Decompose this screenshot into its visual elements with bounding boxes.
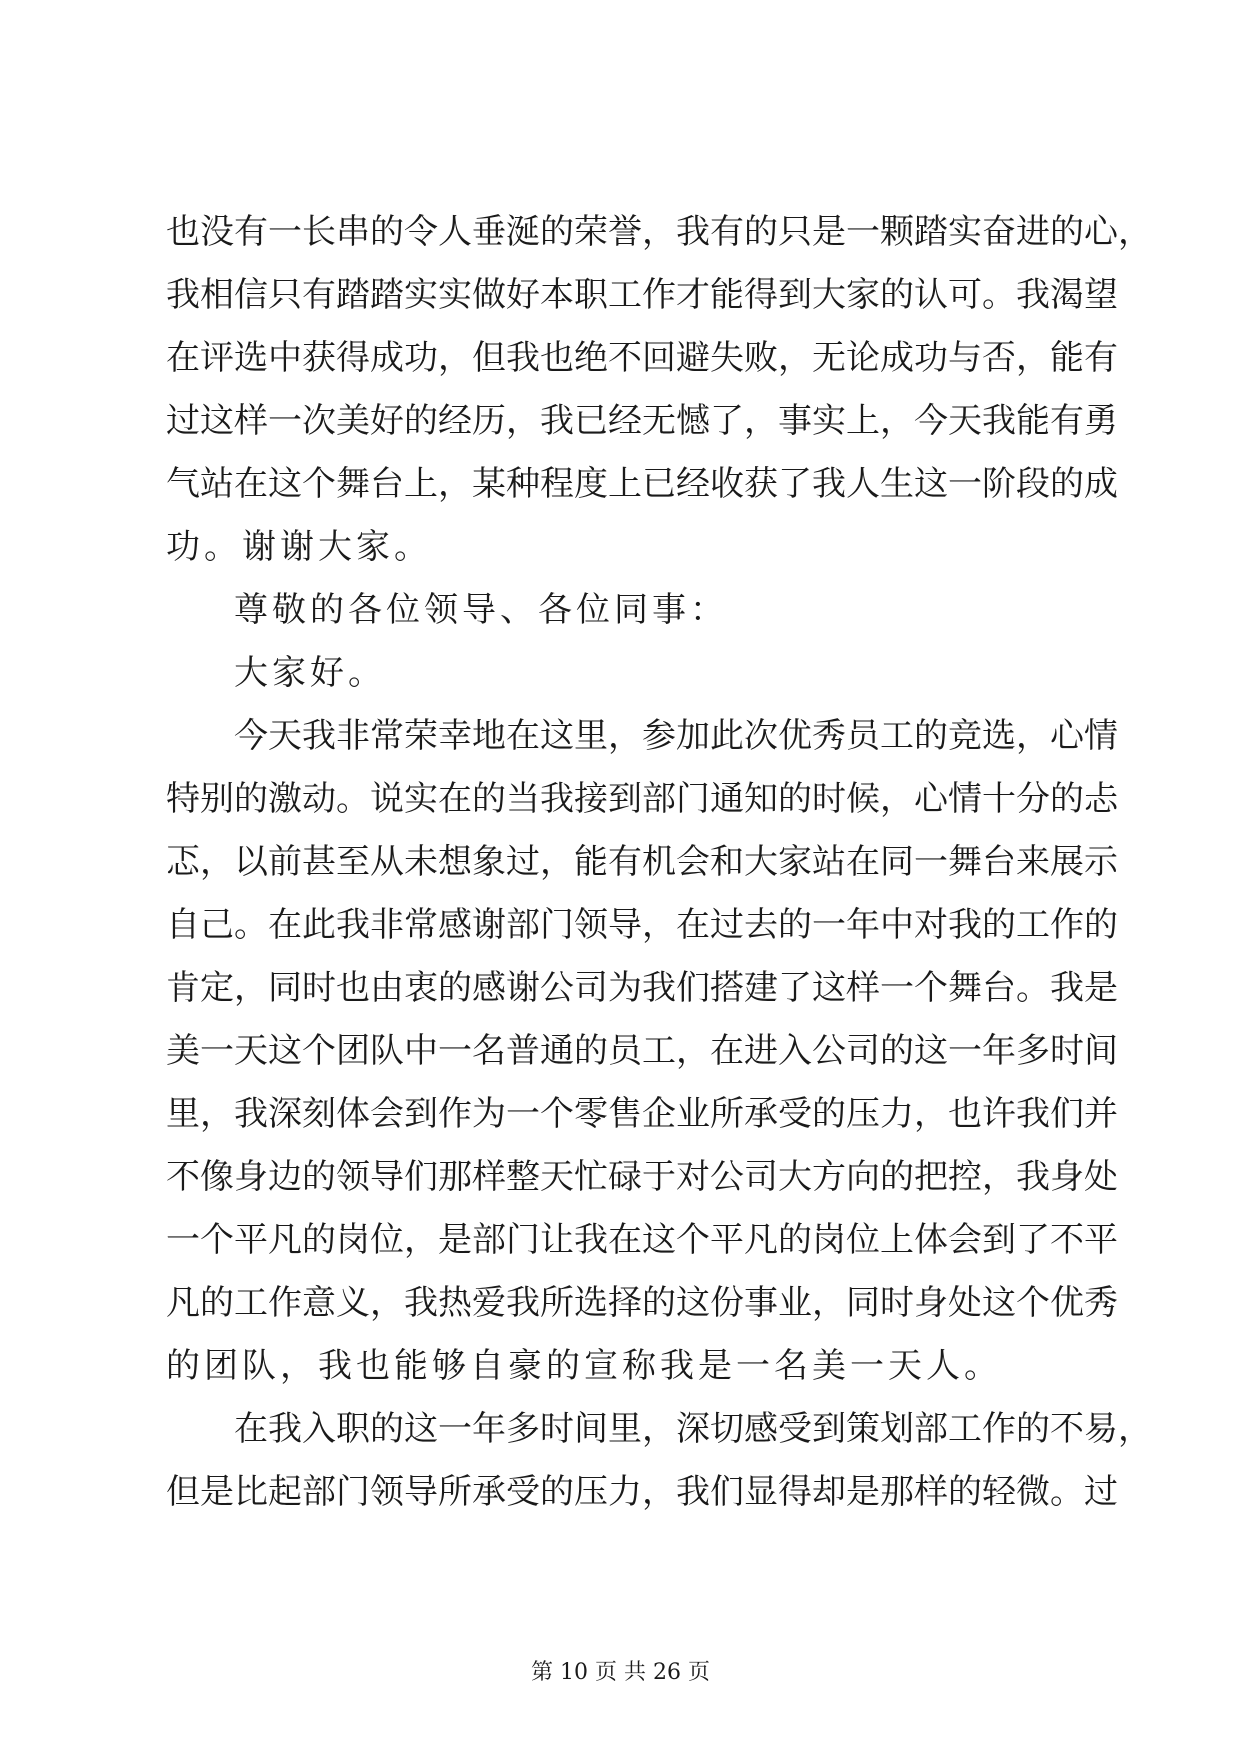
salutation-line: 尊敬的各位领导、各位同事： <box>234 590 728 630</box>
text-line-3: 在评选中获得成功，但我也绝不回避失败，无论成功与否，能有 <box>166 338 1118 378</box>
text-line-16: 不像身边的领导们那样整天忙碌于对公司大方向的把控，我身处 <box>166 1157 1118 1197</box>
text-line-4: 过这样一次美好的经历，我已经无憾了，事实上，今天我能有勇 <box>166 401 1118 441</box>
page-number-footer: 第 10 页 共 26 页 <box>531 1660 710 1685</box>
text-line-20: 在我入职的这一年多时间里，深切感受到策划部工作的不易， <box>234 1409 1152 1449</box>
text-line-1: 也没有一长串的令人垂涎的荣誉，我有的只是一颗踏实奋进的心， <box>166 212 1152 252</box>
text-line-11: 忑，以前甚至从未想象过，能有机会和大家站在同一舞台来展示 <box>166 842 1118 882</box>
text-line-12: 自己。在此我非常感谢部门领导，在过去的一年中对我的工作的 <box>166 905 1118 945</box>
text-line-15: 里，我深刻体会到作为一个零售企业所承受的压力，也许我们并 <box>166 1094 1118 1134</box>
text-line-13: 肯定，同时也由衷的感谢公司为我们搭建了这样一个舞台。我是 <box>166 968 1118 1008</box>
text-line-6: 功。谢谢大家。 <box>166 527 432 567</box>
text-line-5: 气站在这个舞台上，某种程度上已经收获了我人生这一阶段的成 <box>166 464 1118 504</box>
text-line-2: 我相信只有踏踏实实做好本职工作才能得到大家的认可。我渴望 <box>166 275 1118 315</box>
text-line-19: 的团队，我也能够自豪的宣称我是一名美一天人。 <box>166 1346 1002 1386</box>
text-line-21: 但是比起部门领导所承受的压力，我们显得却是那样的轻微。过 <box>166 1472 1118 1512</box>
text-line-9: 今天我非常荣幸地在这里，参加此次优秀员工的竞选，心情 <box>234 716 1118 756</box>
text-line-17: 一个平凡的岗位，是部门让我在这个平凡的岗位上体会到了不平 <box>166 1220 1118 1260</box>
text-line-18: 凡的工作意义，我热爱我所选择的这份事业，同时身处这个优秀 <box>166 1283 1118 1323</box>
greeting-line: 大家好。 <box>234 653 386 693</box>
text-line-14: 美一天这个团队中一名普通的员工，在进入公司的这一年多时间 <box>166 1031 1118 1071</box>
text-line-10: 特别的激动。说实在的当我接到部门通知的时候，心情十分的忐 <box>166 779 1118 819</box>
